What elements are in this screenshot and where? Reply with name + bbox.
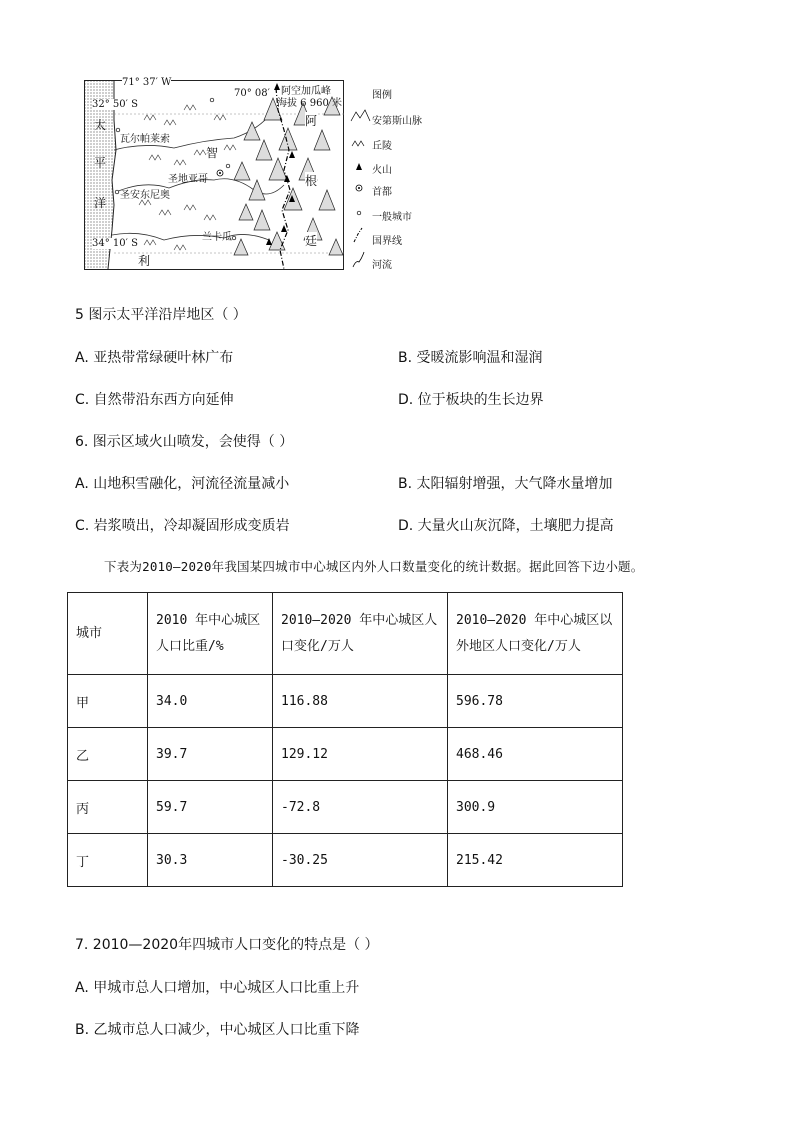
pacific-label-2: 平 xyxy=(94,156,107,170)
q5-stem: 5 图示太平洋沿岸地区（ ） xyxy=(75,307,247,323)
city-marker xyxy=(210,98,214,102)
argentina-label-1: 阿 xyxy=(305,114,318,128)
chile-label-2: 利 xyxy=(138,254,151,268)
cell-center-change: -30.25 xyxy=(273,834,448,887)
cell-share: 34.0 xyxy=(148,675,273,728)
cell-outer-change: 300.9 xyxy=(448,781,623,834)
legend-capital-icon xyxy=(356,185,362,191)
city-marker xyxy=(232,236,236,240)
legend-hill-icon xyxy=(352,141,364,146)
q5-option-a[interactable]: A. 亚热带常绿硬叶林广布 xyxy=(75,350,234,366)
table-intro: 下表为2010—2020年我国某四城市中心城区内外人口数量变化的统计数据。据此回答下边小题。 xyxy=(104,559,644,574)
q6-option-a[interactable]: A. 山地积雪融化，河流径流量减小 xyxy=(75,476,290,492)
q5-option-b[interactable]: B. 受暖流影响温和湿润 xyxy=(398,350,543,366)
place-san-antonio: 圣安东尼奥 xyxy=(120,190,170,201)
chile-label-1: 智 xyxy=(206,146,219,160)
cell-share: 59.7 xyxy=(148,781,273,834)
legend-item-city: 一般城市 xyxy=(372,212,412,223)
legend-symbols xyxy=(350,80,372,270)
cell-center-change: 129.12 xyxy=(273,728,448,781)
pacific-label-3: 洋 xyxy=(94,196,107,210)
peak-altitude: 海拔 6 960 米 xyxy=(277,98,342,109)
pacific-label-1: 太 xyxy=(94,118,107,132)
map-lon1: 71° 37′ W xyxy=(122,77,172,88)
legend-item-hills: 丘陵 xyxy=(372,141,392,152)
header-center-change: 2010—2020 年中心城区人 口变化/万人 xyxy=(273,593,448,675)
header-share-2010: 2010 年中心城区 人口比重/% xyxy=(148,593,273,675)
legend-item-andes: 安第斯山脉 xyxy=(372,116,422,127)
q7-option-b[interactable]: B. 乙城市总人口减少，中心城区人口比重下降 xyxy=(75,1022,360,1038)
cell-city: 甲 xyxy=(68,675,148,728)
table-row xyxy=(68,675,623,728)
q7-option-a[interactable]: A. 甲城市总人口增加，中心城区人口比重上升 xyxy=(75,980,360,996)
map-lat2: 34° 10′ S xyxy=(92,238,138,249)
cell-share: 39.7 xyxy=(148,728,273,781)
q5-option-d[interactable]: D. 位于板块的生长边界 xyxy=(398,392,544,408)
cell-outer-change: 215.42 xyxy=(448,834,623,887)
legend-item-border: 国界线 xyxy=(372,236,402,247)
legend-title: 图例 xyxy=(372,90,392,101)
cell-center-change: 116.88 xyxy=(273,675,448,728)
map-lon2: 70° 08′ xyxy=(234,88,270,99)
city-marker xyxy=(115,190,119,194)
cell-outer-change: 596.78 xyxy=(448,675,623,728)
legend-volcano-icon xyxy=(356,163,362,170)
legend-andes-icon xyxy=(351,110,370,121)
place-valparaiso: 瓦尔帕莱索 xyxy=(120,134,170,145)
cell-city: 丙 xyxy=(68,781,148,834)
population-table xyxy=(67,592,623,887)
header-city: 城市 xyxy=(68,593,148,675)
cell-city: 丁 xyxy=(68,834,148,887)
legend-item-capital: 首都 xyxy=(372,187,392,198)
map-figure xyxy=(84,77,344,270)
q6-option-c[interactable]: C. 岩浆喷出，冷却凝固形成变质岩 xyxy=(75,518,290,534)
table-row xyxy=(68,834,623,887)
cell-share: 30.3 xyxy=(148,834,273,887)
map-legend xyxy=(350,80,460,270)
argentina-label-2: 根 xyxy=(305,174,318,188)
legend-item-river: 河流 xyxy=(372,260,392,271)
legend-river-icon xyxy=(353,252,364,267)
table-row xyxy=(68,781,623,834)
cell-outer-change: 468.46 xyxy=(448,728,623,781)
city-marker xyxy=(226,164,230,168)
legend-item-volcano: 火山 xyxy=(372,165,392,176)
legend-border-icon xyxy=(354,228,362,242)
map-lat1: 32° 50′ S xyxy=(92,99,138,110)
q7-stem: 7. 2010—2020年四城市人口变化的特点是（ ） xyxy=(75,937,379,953)
q6-stem: 6. 图示区域火山喷发，会使得（ ） xyxy=(75,434,294,450)
cell-city: 乙 xyxy=(68,728,148,781)
table-row xyxy=(68,728,623,781)
place-santiago: 圣地亚哥 xyxy=(168,174,208,185)
header-outer-change: 2010—2020 年中心城区以 外地区人口变化/万人 xyxy=(448,593,623,675)
cell-center-change: -72.8 xyxy=(273,781,448,834)
peak-name: 阿空加瓜峰 xyxy=(281,86,331,97)
table-header-row xyxy=(68,593,623,675)
legend-city-icon xyxy=(357,211,361,215)
q6-option-d[interactable]: D. 大量火山灰沉降，土壤肥力提高 xyxy=(398,518,614,534)
argentina-label-3: 廷 xyxy=(305,234,318,248)
place-rancagua: 兰卡瓜 xyxy=(202,232,232,243)
q6-option-b[interactable]: B. 太阳辐射增强，大气降水量增加 xyxy=(398,476,613,492)
q5-option-c[interactable]: C. 自然带沿东西方向延伸 xyxy=(75,392,234,408)
